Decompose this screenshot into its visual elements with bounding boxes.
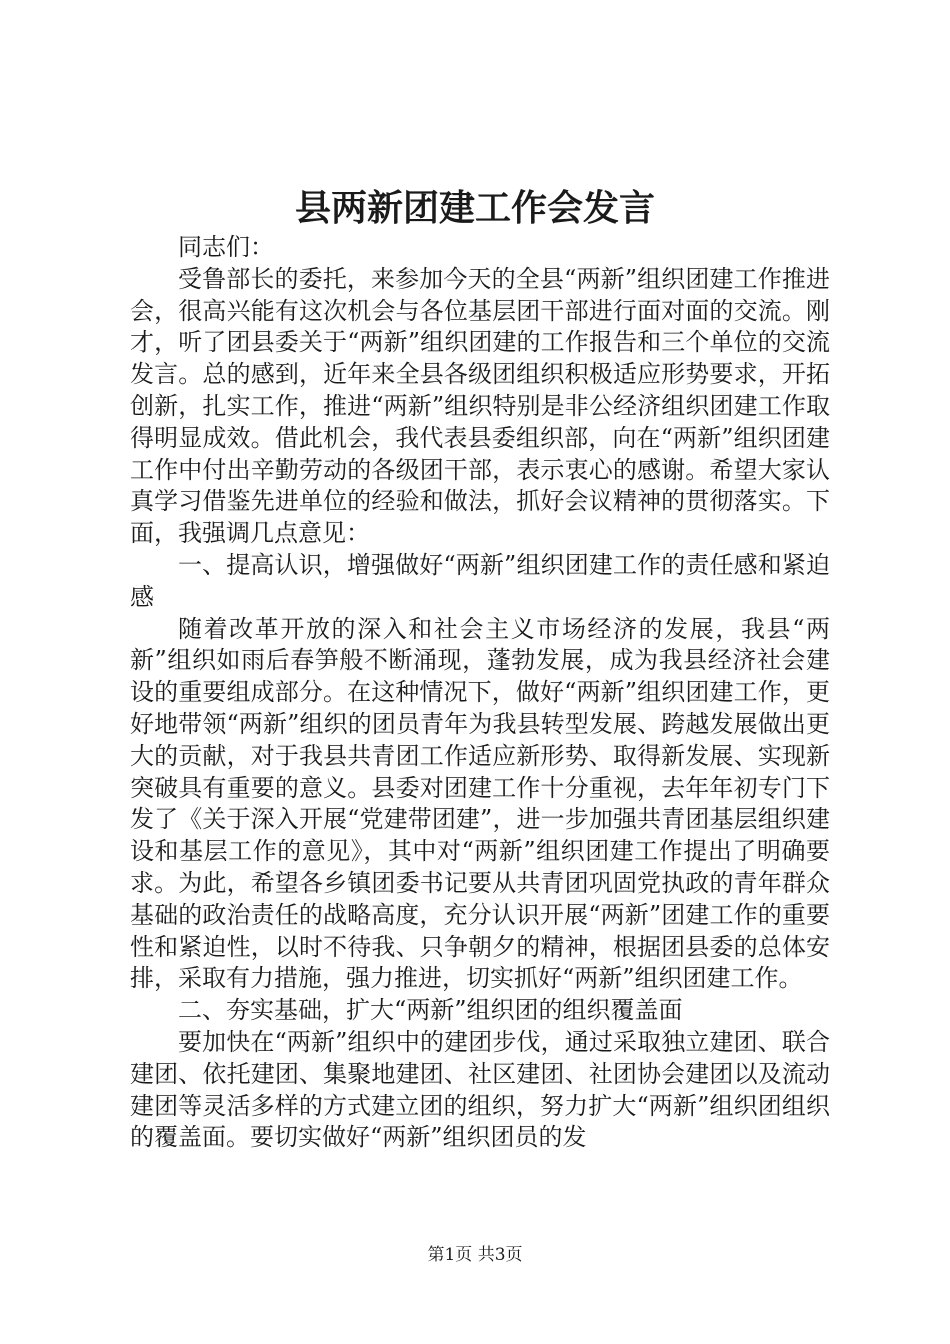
document-title: 县两新团建工作会发言 [294, 187, 655, 229]
section-1-paragraph: 随着改革开放的深入和社会主义市场经济的发展，我县“两新”组织如雨后春笋般不断涌现，蓬勃发展，成为我县经济社会建设的重要组成部分。在这种情况下，做好“两新”组织团建工作，更好地带领“两新”组织的团员青年为我县转型发展、跨越发展做出更大的贡献，对于我县共青团工作适应新形势、取得新发展、实现新突破具有重要的意义。县委对团建工作十分重视，去年年初专门下发了《关于深入开展“党建带团建”，进一步加强共青团基层组织建设和基层工作的意见》，其中对“两新”组织团建工作提出了明确要求。为此，希望各乡镇团委书记要从共青团巩固党执政的青年群众基础的政治责任的战略高度，充分认识开展“两新”团建工作的重要性和紧迫性，以时不待我、只争朝夕的精神，根据团县委的总体安排，采取有力措施，强力推进，切实抓好“两新”组织团建工作。 [130, 614, 830, 993]
section-2-paragraph: 要加快在“两新”组织中的建团步伐，通过采取独立建团、联合建团、依托建团、集聚地建团、社区建团、社团协会建团以及流动建团等灵活多样的方式建立团的组织，努力扩大“两新”组织团组织的覆盖面。要切实做好“两新”组织团员的发 [130, 1027, 830, 1152]
section-heading-2: 二、夯实基础，扩大“两新”组织团的组织覆盖面 [178, 996, 683, 1025]
salutation-paragraph: 同志们： [178, 233, 274, 261]
page-footer: 第1页 共3页 [427, 1245, 523, 1265]
document-body [130, 232, 830, 1154]
intro-paragraph: 受鲁部长的委托，来参加今天的全县“两新”组织团建工作推进会，很高兴能有这次机会与各位基层团干部进行面对面的交流。刚才，听了团县委关于“两新”组织团建的工作报告和三个单位的交流发言。总的感到，近年来全县各级团组织积极适应形势要求，开拓创新，扎实工作，推进“两新”组织特别是非公经济组织团建工作取得明显成效。借此机会，我代表县委组织部，向在“两新”组织团建工作中付出辛勤劳动的各级团干部，表示衷心的感谢。希望大家认真学习借鉴先进单位的经验和做法，抓好会议精神的贯彻落实。下面，我强调几点意见： [130, 264, 830, 548]
section-heading-1: 一、提高认识，增强做好“两新”组织团建工作的责任感和紧迫感 [130, 550, 830, 611]
